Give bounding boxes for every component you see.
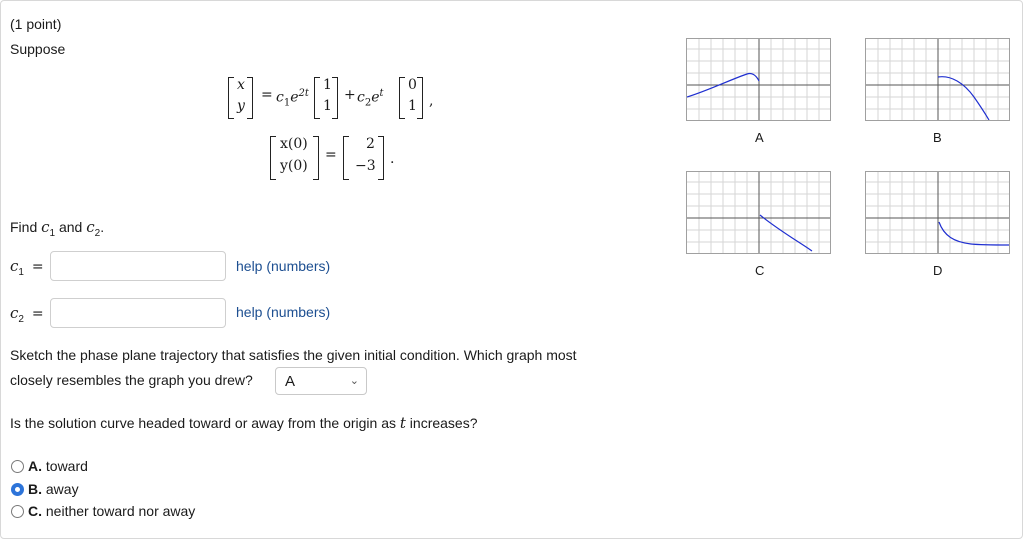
bracket-right — [417, 77, 423, 119]
radio-b[interactable] — [11, 483, 24, 496]
graph-c-plot — [687, 172, 830, 253]
ic-v-top: 2 — [366, 136, 375, 152]
graph-c-label: C — [755, 263, 765, 278]
bracket-right — [247, 77, 253, 119]
graph-c — [686, 171, 831, 254]
ic-y0: y(0) — [280, 158, 308, 174]
eq-y: y — [237, 98, 245, 114]
eq-c1: $c_1e^{2t}$ — [276, 88, 309, 109]
c2-help-link[interactable]: help (numbers) — [236, 304, 331, 320]
graph-b-label: B — [933, 130, 942, 145]
c1-label: $c_1$ = — [10, 257, 44, 278]
chevron-down-icon: ⌄ — [349, 375, 359, 387]
bracket-right — [313, 136, 319, 180]
eq-x: x — [237, 77, 245, 93]
graph-select[interactable] — [275, 367, 367, 395]
bracket-left — [228, 77, 234, 119]
eq-comma: , — [429, 93, 434, 109]
sketch-question-line1: Sketch the phase plane trajectory that satisfies the given initial condition. Which graph most — [10, 347, 577, 363]
eq-v2-top: 0 — [408, 77, 417, 93]
ic-eq: = — [325, 147, 337, 163]
c2-input[interactable] — [50, 298, 226, 328]
sketch-question-line2: closely resembles the graph you drew? — [10, 372, 253, 388]
eq-c2: $c_2e^t$ — [357, 88, 384, 109]
option-a-label: A. toward — [28, 458, 88, 474]
graph-select-value: A — [285, 373, 296, 390]
graph-b — [865, 38, 1010, 121]
intro-text: Suppose — [10, 41, 66, 57]
eq-v2-bot: 1 — [408, 98, 417, 114]
option-c-label: C. neither toward nor away — [28, 503, 196, 519]
eq-sign: = — [261, 87, 273, 103]
ic-x0: x(0) — [280, 136, 308, 152]
c1-help-link[interactable]: help (numbers) — [236, 258, 331, 274]
graph-d-label: D — [933, 263, 943, 278]
points-label: (1 point) — [10, 16, 62, 32]
graph-a-plot — [687, 39, 830, 120]
find-instruction: Find $c_1$ and $c_2$. — [10, 218, 105, 239]
radio-c[interactable] — [11, 505, 24, 518]
graph-d — [865, 171, 1010, 254]
bracket-left — [314, 77, 320, 119]
bracket-right — [332, 77, 338, 119]
bracket-left — [399, 77, 405, 119]
bracket-right — [378, 136, 384, 180]
eq-plus: + — [344, 87, 356, 103]
radio-a[interactable] — [11, 460, 24, 473]
graph-d-plot — [866, 172, 1009, 253]
eq-v1-bot: 1 — [323, 98, 332, 114]
eq-v1-top: 1 — [323, 77, 332, 93]
graph-b-plot — [866, 39, 1009, 120]
graph-a-label: A — [755, 130, 764, 145]
bracket-left — [343, 136, 349, 180]
graph-a — [686, 38, 831, 121]
direction-question: Is the solution curve headed toward or away from the origin as t increases? — [10, 414, 478, 432]
ic-period: . — [390, 151, 395, 167]
ic-v-bot: −3 — [355, 158, 376, 174]
c1-input[interactable] — [50, 251, 226, 281]
c2-label: $c_2$ = — [10, 304, 44, 325]
option-b-label: B. away — [28, 481, 79, 497]
bracket-left — [270, 136, 276, 180]
